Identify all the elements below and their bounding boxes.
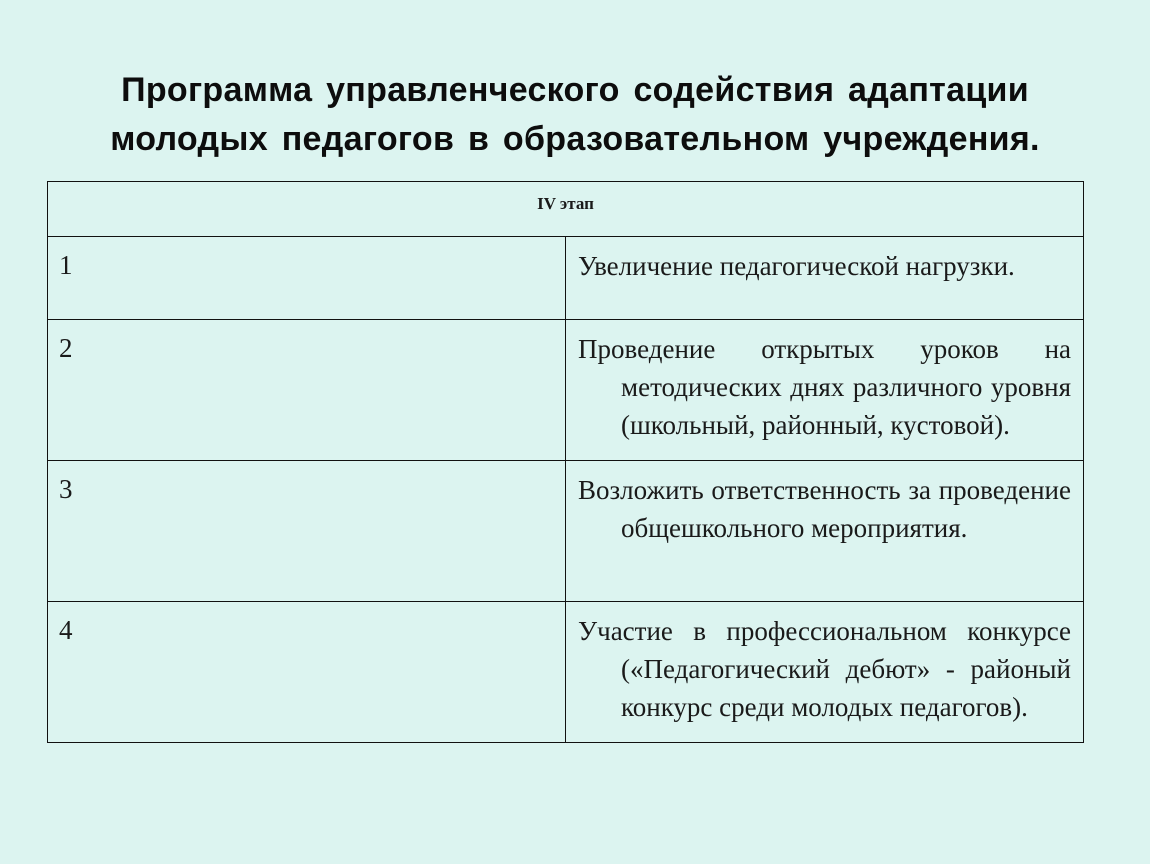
row-text: Участие в профессиональном конкурсе («Педагогический дебют» - районый конкурс среди молодых педагогов). bbox=[578, 616, 1071, 722]
row-text-cell bbox=[566, 461, 1084, 602]
row-number: 2 bbox=[48, 320, 566, 461]
row-number: 4 bbox=[48, 602, 566, 743]
table-row bbox=[48, 461, 1084, 602]
row-text-cell bbox=[566, 602, 1084, 743]
table-row bbox=[48, 320, 1084, 461]
table-row bbox=[48, 602, 1084, 743]
table-header-row bbox=[48, 182, 1084, 237]
slide-title: Программа управленческого содействия адаптации молодых педагогов в образовательном учреждения. bbox=[110, 71, 1040, 158]
row-number: 3 bbox=[48, 461, 566, 602]
row-text-cell bbox=[566, 320, 1084, 461]
row-number: 1 bbox=[48, 237, 566, 320]
row-text: Проведение открытых уроков на методических днях различного уровня (школьный, районный, кустовой). bbox=[578, 334, 1071, 440]
row-text-cell bbox=[566, 237, 1084, 320]
row-text: Увеличение педагогической нагрузки. bbox=[578, 251, 1015, 281]
stage-label: IV этап bbox=[48, 182, 1084, 237]
row-text: Возложить ответственность за проведение общешкольного мероприятия. bbox=[578, 475, 1071, 543]
stage-table bbox=[47, 181, 1084, 743]
table-row bbox=[48, 237, 1084, 320]
